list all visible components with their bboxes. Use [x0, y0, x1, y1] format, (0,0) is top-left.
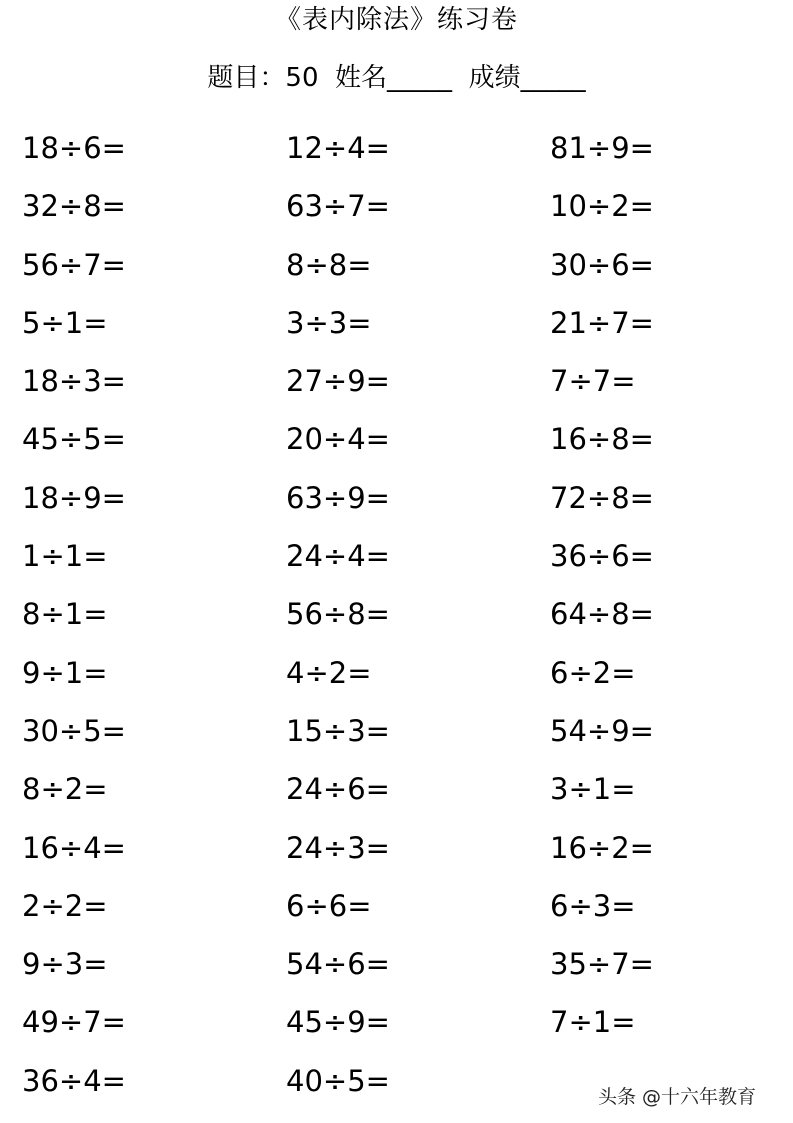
division-problem: 5÷1=: [22, 305, 108, 340]
division-problem: 24÷3=: [286, 830, 390, 865]
division-problem: 10÷2=: [550, 189, 654, 224]
division-problem: 3÷1=: [550, 772, 636, 807]
division-problem: 30÷6=: [550, 247, 654, 282]
division-problem: 18÷9=: [22, 480, 126, 515]
problem-row: [0, 818, 793, 876]
division-problem: 54÷9=: [550, 713, 654, 748]
division-problem: 24÷4=: [286, 539, 390, 574]
division-problem: 56÷7=: [22, 247, 126, 282]
division-problem: 49÷7=: [22, 1005, 126, 1040]
division-problem: 45÷9=: [286, 1005, 390, 1040]
division-problem: 9÷3=: [22, 947, 108, 982]
watermark: 头条 @十六年教育: [598, 1086, 757, 1108]
division-problem: 3÷3=: [286, 305, 372, 340]
problem-grid: [0, 118, 793, 1109]
division-problem: 7÷7=: [550, 364, 636, 399]
division-problem: 45÷5=: [22, 422, 126, 457]
worksheet-title: 《表内除法》练习卷: [274, 5, 518, 35]
problem-row: [0, 759, 793, 817]
division-problem: 72÷8=: [550, 480, 654, 515]
problem-row: [0, 643, 793, 701]
division-problem: 12÷4=: [286, 131, 390, 165]
problem-row: [0, 468, 793, 526]
problem-row: [0, 526, 793, 584]
division-problem: 64÷8=: [550, 597, 654, 632]
division-problem: 6÷2=: [550, 655, 636, 690]
division-problem: 56÷8=: [286, 597, 390, 632]
division-problem: 24÷6=: [286, 772, 390, 807]
division-problem: 9÷1=: [22, 655, 108, 690]
division-problem: 20÷4=: [286, 422, 390, 457]
division-problem: 21÷7=: [550, 305, 654, 340]
division-problem: 15÷3=: [286, 713, 390, 748]
problem-row: [0, 351, 793, 409]
division-problem: 36÷6=: [550, 539, 654, 574]
division-problem: 1÷1=: [22, 539, 108, 574]
problem-row: [0, 235, 793, 293]
division-problem: 63÷7=: [286, 189, 390, 224]
division-problem: 18÷6=: [22, 131, 126, 165]
division-problem: 18÷3=: [22, 364, 126, 399]
division-problem: 27÷9=: [286, 364, 390, 399]
division-problem: 16÷4=: [22, 830, 126, 865]
problem-row: [0, 992, 793, 1050]
division-problem: 4÷2=: [286, 655, 372, 690]
problem-row: [0, 876, 793, 934]
division-problem: 8÷8=: [286, 247, 372, 282]
division-problem: 6÷3=: [550, 888, 636, 923]
division-problem: 8÷2=: [22, 772, 108, 807]
division-problem: 36÷4=: [22, 1063, 126, 1098]
problem-row: [0, 584, 793, 642]
problem-row: [0, 293, 793, 351]
problem-row: [0, 409, 793, 467]
division-problem: 6÷6=: [286, 888, 372, 923]
problem-row: [0, 701, 793, 759]
problem-row: [0, 118, 793, 176]
division-problem: 54÷6=: [286, 947, 390, 982]
division-problem: 7÷1=: [550, 1005, 636, 1040]
division-problem: 16÷2=: [550, 830, 654, 865]
division-problem: 16÷8=: [550, 422, 654, 457]
problem-row: [0, 934, 793, 992]
division-problem: 8÷1=: [22, 597, 108, 632]
division-problem: 35÷7=: [550, 947, 654, 982]
division-problem: 2÷2=: [22, 888, 108, 923]
division-problem: 63÷9=: [286, 480, 390, 515]
division-problem: 81÷9=: [550, 131, 654, 165]
worksheet-header-info: 题目：50 姓名_____ 成绩_____: [207, 63, 586, 93]
division-problem: 40÷5=: [286, 1063, 390, 1098]
division-problem: 30÷5=: [22, 713, 126, 748]
problem-row: [0, 176, 793, 234]
division-problem: 32÷8=: [22, 189, 126, 224]
